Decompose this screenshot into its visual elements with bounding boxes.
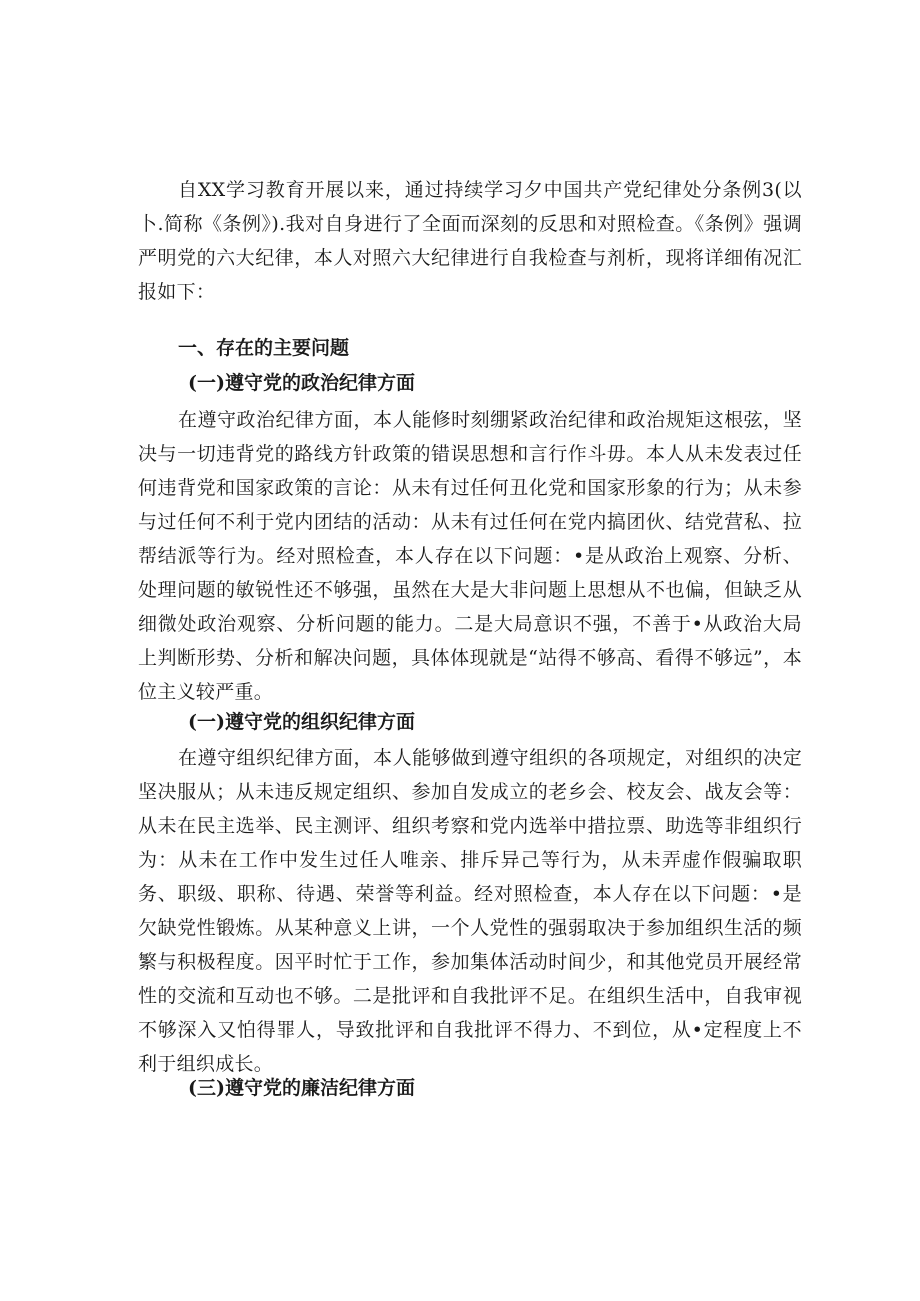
intro-paragraph: 自XX学习教育开展以来，通过持续学习夕中国共产党纪律处分条例3(以卜.简称《条例》).我对自身进行了全面而深刻的反思和对照检查。《条例》强调严明党的六大纪律，本人对照六大纪律进行自我检查与剂析，现将详细侑况汇报如下： [138,179,802,303]
subsection-heading-organizational: (一)遵守党的组织纪律方面 [188,711,415,733]
political-discipline-paragraph: 在遵守政治纪律方面，本人能修时刻绷紧政治纪律和政治规矩这根弦，坚决与一切违背党的路线方针政策的错误思想和言行作斗毋。本人从未发表过任何违背党和国家政策的言论：从未有过任何丑化党和国家形象的行为；从未参与过任何不利于党内团结的活动：从未有过任何在党内搞团伙、结党营私、拉帮结派等行为。经对照检查，本人存在以下问题：•是从政治上观察、分析、处理问题的敏锐性还不够强，虽然在大是大非问题上思想从不也偏，但缺乏从细微处政治观察、分析问题的能力。二是大局意识不强，不善于•从政治大局上判断形势、分析和解决问题，具体体现就是“站得不够高、看得不够远”，本位主义较严重。 [138,409,802,703]
subsection-heading-integrity: (三)遵守党的廉洁纪律方面 [188,1077,415,1099]
organizational-discipline-paragraph: 在遵守组织纪律方面，本人能够做到遵守组织的各项规定，对组织的决定坚决服从；从未违反规定组织、参加自发成立的老乡会、校友会、战友会等：从未在民主选举、民主测评、组织考察和党内选举中措拉票、助选等非组织行为：从未在工作中发生过任人唯亲、排斥异己等行为，从未弄虚作假骗取职务、职级、职称、待遇、荣誉等利益。经对照检查，本人存在以下问题：•是欠缺党性锻炼。从某种意义上讲，一个人党性的强弱取决于参加组织生活的频繁与积极程度。因平时忙于工作，参加集体活动时间少，和其他党员开展经常性的交流和互动也不够。二是批评和自我批评不足。在组织生活中，自我审视不够深入又怕得罪人，导致批评和自我批评不得力、不到位，从•定程度上不利于组织成长。 [138,747,802,1075]
section-heading-problems: 一、存在的主要问题 [178,337,350,359]
subsection-heading-political: (一)遵守党的政治纪律方面 [188,372,415,394]
